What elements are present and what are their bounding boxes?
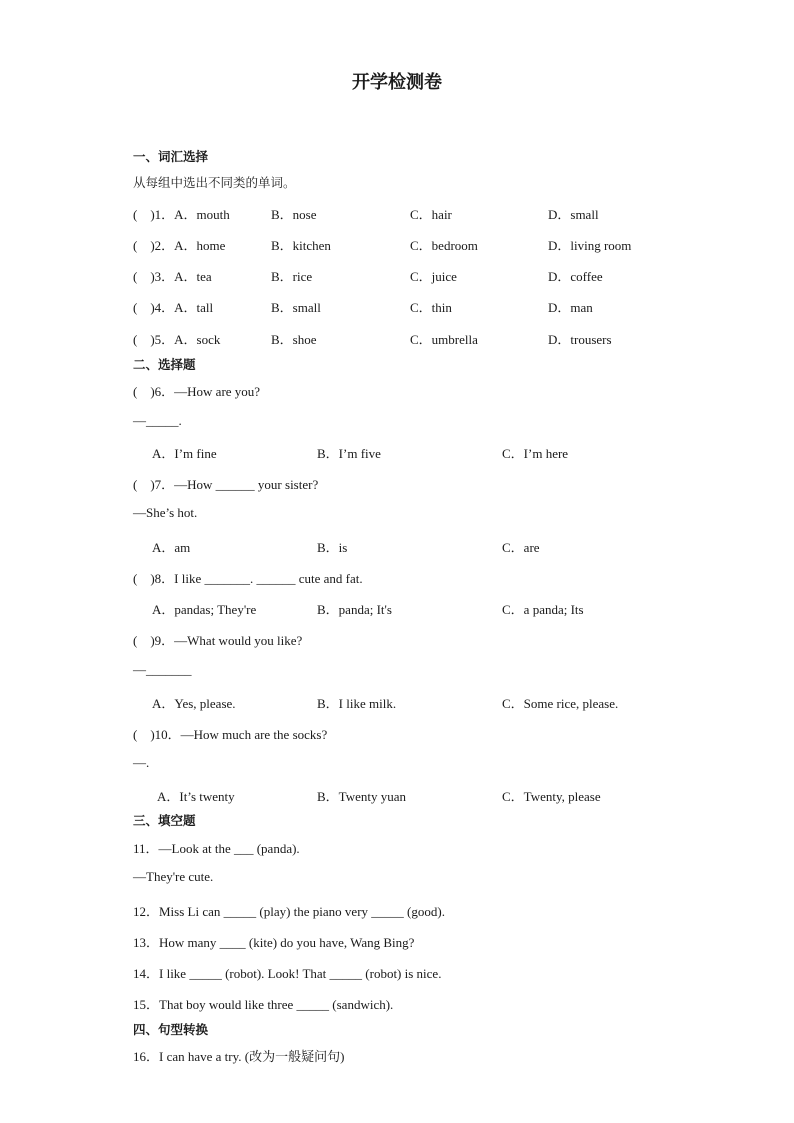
q8-option-a: A．pandas; They're xyxy=(152,602,257,617)
q1-option-c: C．hair xyxy=(410,207,452,222)
q3-option-b: B．rice xyxy=(271,269,313,284)
q10-response: —. xyxy=(133,755,150,770)
q16-stem: 16．I can have a try. (改为一般疑问句) xyxy=(133,1049,345,1064)
q15-stem: 15．That boy would like three _____ (sandwich). xyxy=(133,997,394,1012)
q2-option-d: D．living room xyxy=(548,238,632,253)
q4-option-b: B．small xyxy=(271,300,321,315)
q8-stem: ( )8．I like _______. ______ cute and fat. xyxy=(133,571,363,586)
q8-option-c: C．a panda; Its xyxy=(502,602,584,617)
page-title: 开学检测卷 xyxy=(352,72,442,93)
q2-option-b: B．kitchen xyxy=(271,238,331,253)
q8-option-b: B．panda; It's xyxy=(317,602,392,617)
q10-stem: ( )10．—How much are the socks? xyxy=(133,727,328,742)
q10-option-c: C．Twenty, please xyxy=(502,789,601,804)
q7-option-c: C．are xyxy=(502,540,540,555)
q1-option-b: B．nose xyxy=(271,207,317,222)
q5-option-b: B．shoe xyxy=(271,332,317,347)
q11-stem: 11．—Look at the ___ (panda). xyxy=(133,841,300,856)
q5-option-c: C．umbrella xyxy=(410,332,478,347)
q2-option-a: ( )2．A．home xyxy=(133,238,226,253)
q4-option-a: ( )4．A．tall xyxy=(133,300,214,315)
section-3-heading: 三、填空题 xyxy=(133,813,196,828)
q6-response: —_____. xyxy=(133,413,182,428)
q7-response: —She’s hot. xyxy=(133,505,198,520)
q6-option-c: C．I’m here xyxy=(502,446,569,461)
section-2-heading: 二、选择题 xyxy=(133,357,196,372)
q6-option-b: B．I’m five xyxy=(317,446,381,461)
q5-option-a: ( )5．A．sock xyxy=(133,332,221,347)
section-1-heading: 一、词汇选择 xyxy=(133,149,209,164)
q1-option-d: D．small xyxy=(548,207,599,222)
q10-option-a: A．It’s twenty xyxy=(157,789,235,804)
q4-option-d: D．man xyxy=(548,300,593,315)
q5-option-d: D．trousers xyxy=(548,332,612,347)
q9-option-a: A．Yes, please. xyxy=(152,696,236,711)
q9-option-c: C．Some rice, please. xyxy=(502,696,619,711)
q9-option-b: B．I like milk. xyxy=(317,696,397,711)
q7-option-b: B．is xyxy=(317,540,348,555)
q9-stem: ( )9．—What would you like? xyxy=(133,633,303,648)
q4-option-c: C．thin xyxy=(410,300,452,315)
q3-option-c: C．juice xyxy=(410,269,457,284)
section-1-instruction: 从每组中选出不同类的单词。 xyxy=(133,175,296,190)
q3-option-a: ( )3．A．tea xyxy=(133,269,212,284)
q11-response: —They're cute. xyxy=(133,869,214,884)
q2-option-c: C．bedroom xyxy=(410,238,478,253)
q7-stem: ( )7．—How ______ your sister? xyxy=(133,477,319,492)
q9-response: —_______ xyxy=(133,662,192,677)
q1-option-a: ( )1．A．mouth xyxy=(133,207,230,222)
q14-stem: 14．I like _____ (robot). Look! That _____ (robot) is nice. xyxy=(133,966,442,981)
q6-stem: ( )6．—How are you? xyxy=(133,384,261,399)
q13-stem: 13．How many ____ (kite) do you have, Wang Bing? xyxy=(133,935,415,950)
q6-option-a: A．I’m fine xyxy=(152,446,217,461)
q7-option-a: A．am xyxy=(152,540,191,555)
q12-stem: 12．Miss Li can _____ (play) the piano very _____ (good). xyxy=(133,904,445,919)
q10-option-b: B．Twenty yuan xyxy=(317,789,406,804)
section-4-heading: 四、句型转换 xyxy=(133,1022,209,1037)
q3-option-d: D．coffee xyxy=(548,269,603,284)
